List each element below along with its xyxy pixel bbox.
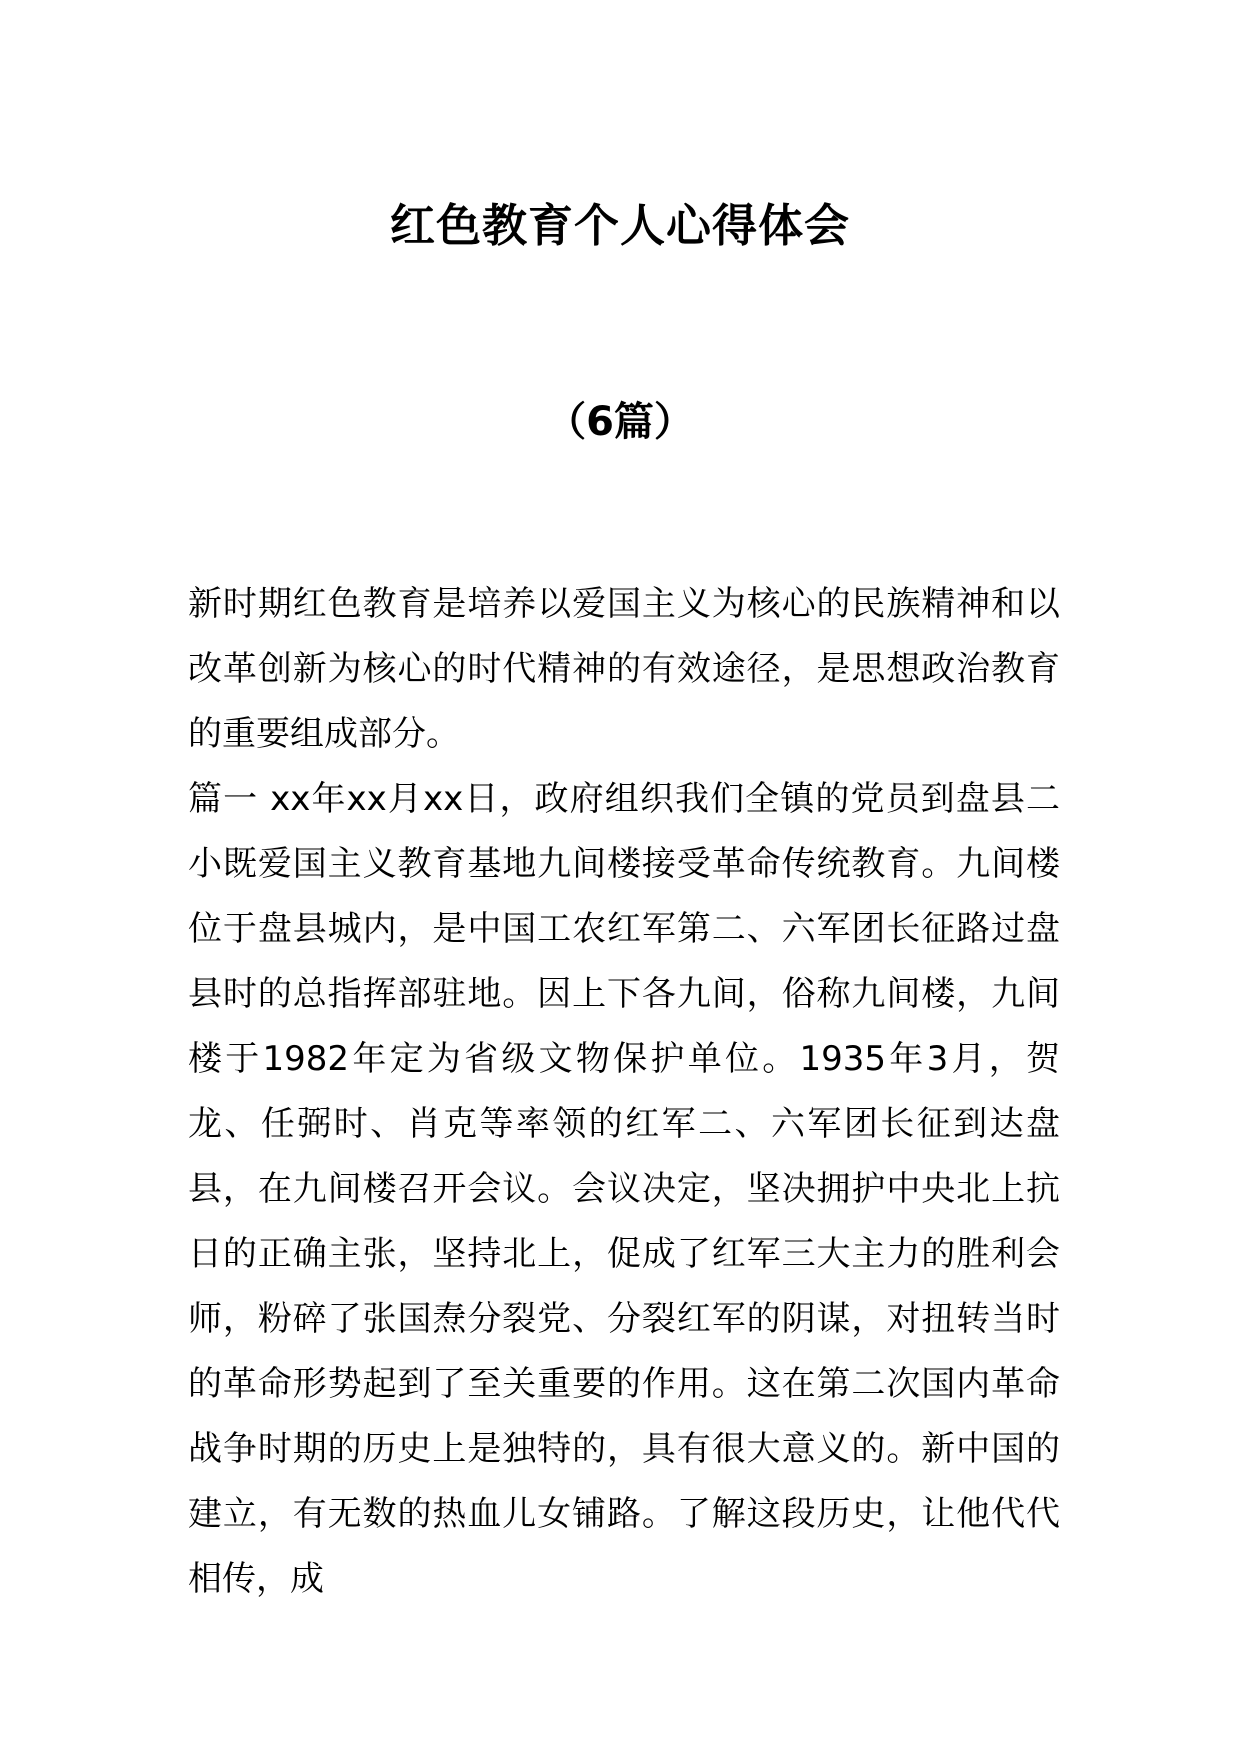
document-subtitle: （6篇）: [546, 399, 694, 445]
document-body: [188, 572, 1060, 1612]
document-title: 红色教育个人心得体会: [389, 199, 850, 252]
intro-paragraph: 新时期红色教育是培养以爱国主义为核心的民族精神和以改革创新为核心的时代精神的有效途径，是思想政治教育的重要组成部分。: [188, 584, 1060, 754]
body-paragraph: 篇一 xx年xx月xx日，政府组织我们全镇的党员到盘县二小既爱国主义教育基地九间楼接受革命传统教育。九间楼位于盘县城内，是中国工农红军第二、六军团长征路过盘县时的总指挥部驻地。因上下各九间，俗称九间楼，九间楼于1982年定为省级文物保护单位。1935年3月，贺龙、任弼时、肖克等率领的红军二、六军团长征到达盘县，在九间楼召开会议。会议决定，坚决拥护中央北上抗日的正确主张，坚持北上，促成了红军三大主力的胜利会师，粉碎了张国焘分裂党、分裂红军的阴谋，对扭转当时的革命形势起到了至关重要的作用。这在第二次国内革命战争时期的历史上是独特的，具有很大意义的。新中国的建立，有无数的热血儿女铺路。了解这段历史，让他代代相传，成: [188, 779, 1060, 1599]
